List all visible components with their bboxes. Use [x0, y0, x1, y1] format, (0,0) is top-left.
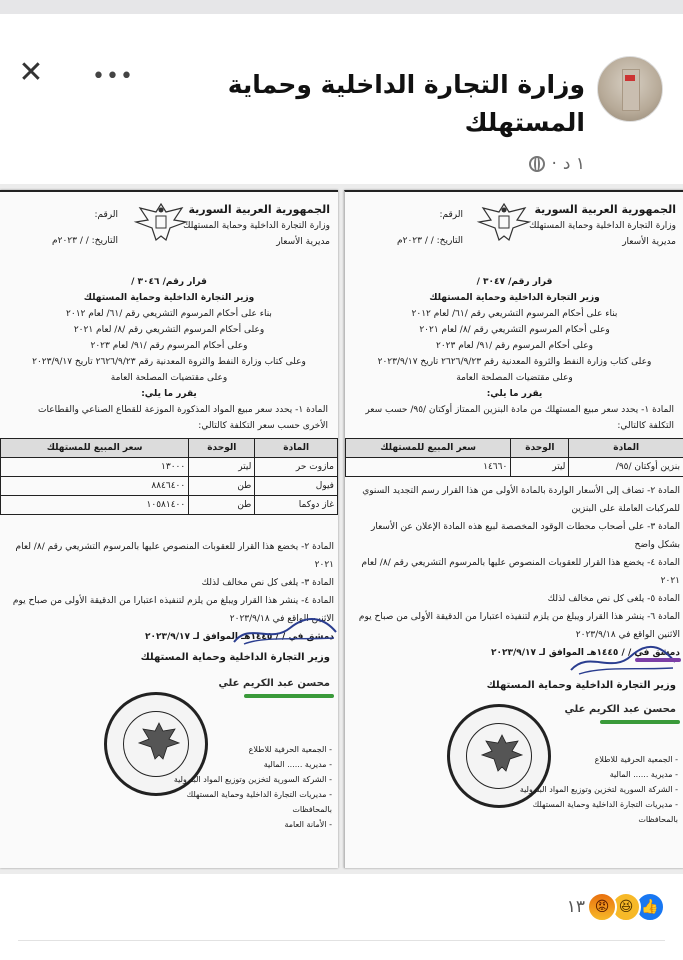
doc-letterhead [180, 202, 330, 250]
table-cell: ليتر [189, 458, 255, 477]
doc-body [10, 274, 328, 434]
emblem-eagle-icon [473, 200, 535, 246]
flag-icon [625, 75, 635, 81]
doc-cc-line: - مديرية ...... المالية [609, 770, 678, 779]
doc-place-date: دمشق في / / ١٤٤٥هـ الموافق لـ ٢٠٢٣/٩/١٧ [491, 648, 680, 658]
doc-ref-number: الرقم: [94, 210, 118, 220]
globe-icon [529, 156, 545, 172]
doc-republic: الجمهورية العربية السورية [534, 203, 676, 216]
reaction-summary[interactable] [561, 892, 665, 922]
doc-cc-line: - الشركة السورية لتخزين وتوزيع المواد البترولية [519, 785, 678, 794]
doc-minister-sign-title: وزير التجارة الداخلية وحماية المستهلك [140, 652, 330, 663]
signature-icon [567, 644, 677, 680]
table-cell: طن [189, 477, 255, 496]
like-icon: 👍 [635, 892, 665, 922]
doc-clause: وعلى أحكام المرسوم رقم /٩١/ لعام ٢٠٢٣ [435, 341, 593, 351]
table-row [346, 458, 683, 477]
meta-dot: · [551, 154, 557, 174]
page-avatar[interactable] [597, 56, 663, 122]
doc-article: المادة ٣- على أصحاب محطات الوقود المخصصة لبيع هذه المادة الإعلان عن الأسعار بشكل واضح [371, 522, 680, 550]
doc-article: المادة ٤- ينشر هذا القرار ويبلغ من يلزم لتنفيذه اعتبارا من الدقيقة الأولى من صباح يوم الاثنين الواقع في ٢٠٢٣/٩/١٨ [12, 596, 334, 624]
doc-cc-list [508, 752, 678, 827]
doc-cc-line: - الجمعية الحرفية للاطلاع [248, 745, 332, 754]
more-icon[interactable]: ••• [92, 64, 134, 89]
doc-decree-number: قرار رقم/ ٣٠٤٦ / [131, 277, 207, 287]
table-header: الوحدة [189, 439, 255, 458]
table-cell: ١٠٥٨١٤٠٠ [1, 496, 189, 515]
doc-clause: بناء على أحكام المرسوم التشريعي رقم /٦١/ لعام ٢٠١٢ [66, 309, 272, 319]
doc-clause: وعلى مقتضيات المصلحة العامة [110, 373, 228, 383]
doc-articles-lower [351, 482, 680, 662]
post-image[interactable] [0, 184, 683, 874]
doc-clause: وعلى مقتضيات المصلحة العامة [456, 373, 573, 383]
table-cell: فيول [255, 477, 338, 496]
table-row [1, 458, 338, 477]
decree-document-right [344, 190, 683, 868]
table-row [1, 477, 338, 496]
doc-article: المادة ٥- يلغى كل نص مخالف لذلك [547, 594, 680, 604]
doc-clause: وعلى كتاب وزارة النفط والثروة المعدنية رقم ٢٦٢٦/٩/٢٣ تاريخ ٢٠٢٣/٩/١٧ [377, 357, 652, 367]
close-icon[interactable]: ✕ [18, 55, 44, 90]
doc-decide: يقرر ما يلي: [486, 389, 543, 399]
doc-article: المادة ٢- يخضع هذا القرار للعقوبات المنصوص عليها بالمرسوم التشريعي رقم /٨/ لعام ٢٠٢١ [15, 542, 334, 570]
haha-icon: 😆 [611, 892, 641, 922]
doc-decree-number: قرار رقم/ ٣٠٤٧ / [476, 277, 553, 287]
doc-cc-line: - مديريات التجارة الداخلية وحماية المستهلك بالمحافظات [532, 800, 678, 824]
table-cell: غاز دوكما [255, 496, 338, 515]
emblem-eagle-icon [130, 200, 192, 246]
footer-divider [18, 940, 665, 941]
green-pen-mark [244, 694, 334, 698]
table-header: المادة [255, 439, 338, 458]
price-table [0, 438, 338, 515]
table-cell: ليتر [511, 458, 569, 477]
table-header: سعر المبيع للمستهلك [1, 439, 189, 458]
doc-directorate: مديرية الأسعار [276, 237, 330, 247]
post-time[interactable]: ١ د [562, 154, 585, 174]
doc-directorate: مديرية الأسعار [622, 237, 676, 247]
table-header-row [346, 439, 683, 458]
page-name[interactable]: وزارة التجارة الداخلية وحماية المستهلك [227, 70, 585, 137]
post-footer [0, 874, 683, 960]
doc-article: المادة ١- يحدد سعر مبيع المواد المذكورة الموزعة للقطاع الصناعي والقطاعات الأخرى حسب سعر التكلفة كالتالي: [38, 405, 328, 431]
reaction-count[interactable]: ١٣ [566, 897, 585, 917]
doc-article: المادة ١- يحدد سعر مبيع المستهلك من مادة البنزين الممتاز أوكتان /٩٥/ حسب سعر التكلفة كالتالي: [365, 405, 674, 431]
doc-cc-line: - الجمعية الحرفية للاطلاع [594, 755, 678, 764]
table-header: المادة [569, 439, 683, 458]
doc-cc-line: - مديرية ...... المالية [263, 760, 332, 769]
doc-clause: وعلى أحكام المرسوم التشريعي رقم /٨/ لعام ٢٠٢١ [73, 325, 265, 335]
post-header [0, 14, 683, 184]
doc-clause: وعلى أحكام المرسوم التشريعي رقم /٨/ لعام ٢٠٢١ [419, 325, 610, 335]
doc-article: المادة ٦- ينشر هذا القرار ويبلغ من يلزم لتنفيذه اعتبارا من الدقيقة الأولى من صباح يوم الاثنين الواقع في ٢٠٢٣/٩/١٨ [358, 612, 680, 640]
doc-clause: وعلى أحكام المرسوم رقم /٩١/ لعام ٢٠٢٣ [90, 341, 248, 351]
green-pen-mark [600, 720, 680, 724]
table-cell: ٨٨٤٦٤٠٠ [1, 477, 189, 496]
doc-cc-line: - الشركة السورية لتخزين وتوزيع المواد البترولية [173, 775, 332, 784]
doc-decide: يقرر ما يلي: [141, 389, 197, 399]
doc-date: التاريخ: / / ٢٠٢٣م [397, 236, 463, 246]
table-cell: مازوت حر [255, 458, 338, 477]
signature-icon [230, 614, 340, 650]
doc-body [355, 274, 674, 434]
table-header-row [1, 439, 338, 458]
doc-letterhead [526, 202, 676, 250]
purple-pen-mark [635, 658, 681, 662]
table-cell: طن [189, 496, 255, 515]
table-row [1, 496, 338, 515]
doc-minister-title: وزير التجارة الداخلية وحماية المستهلك [83, 293, 255, 303]
doc-ministry: وزارة التجارة الداخلية وحماية المستهلك [529, 221, 676, 231]
doc-minister-name: محسن عبد الكريم علي [564, 704, 676, 715]
doc-cc-line: - مديريات التجارة الداخلية وحماية المستهلك بالمحافظات [186, 790, 332, 814]
doc-article: المادة ٢- تضاف إلى الأسعار الواردة بالمادة الأولى من هذا القرار رسم التجديد السنوي للمركبات العاملة على البنزين [362, 486, 680, 514]
browser-top-strip [0, 0, 683, 14]
doc-place-date: دمشق في / / ١٤٤٥هـ الموافق لـ ٢٠٢٣/٩/١٧ [145, 632, 334, 642]
doc-minister-title: وزير التجارة الداخلية وحماية المستهلك [429, 293, 600, 303]
doc-cc-line: - الأمانة العامة [284, 820, 332, 829]
doc-clause: بناء على أحكام المرسوم التشريعي رقم /٦١/ لعام ٢٠١٢ [411, 309, 618, 319]
doc-clause: وعلى كتاب وزارة النفط والثروة المعدنية رقم ٢٦٢٦/٩/٢٣ تاريخ ٢٠٢٣/٩/١٧ [32, 357, 306, 367]
doc-cc-list [162, 742, 332, 832]
doc-minister-name: محسن عبد الكريم علي [218, 678, 330, 689]
post-meta [529, 154, 585, 174]
angry-icon: 😡 [587, 892, 617, 922]
doc-article: المادة ٣- يلغى كل نص مخالف لذلك [201, 578, 334, 588]
table-cell: ١٣٠٠٠ [1, 458, 189, 477]
decree-document-left [0, 190, 338, 868]
table-cell: بنزين أوكتان /٩٥/ [569, 458, 683, 477]
doc-republic: الجمهورية العربية السورية [188, 203, 330, 216]
table-header: سعر المبيع للمستهلك [346, 439, 511, 458]
doc-date: التاريخ: / / ٢٠٢٣م [52, 236, 118, 246]
doc-article: المادة ٤- يخضع هذا القرار للعقوبات المنصوص عليها بالمرسوم التشريعي رقم /٨/ لعام ٢٠٢١ [361, 558, 680, 586]
price-table [345, 438, 683, 477]
doc-ministry: وزارة التجارة الداخلية وحماية المستهلك [183, 221, 330, 231]
doc-minister-sign-title: وزير التجارة الداخلية وحماية المستهلك [486, 680, 676, 691]
table-cell: ١٤٦٦٠ [346, 458, 511, 477]
table-header: الوحدة [511, 439, 569, 458]
doc-ref-number: الرقم: [439, 210, 463, 220]
